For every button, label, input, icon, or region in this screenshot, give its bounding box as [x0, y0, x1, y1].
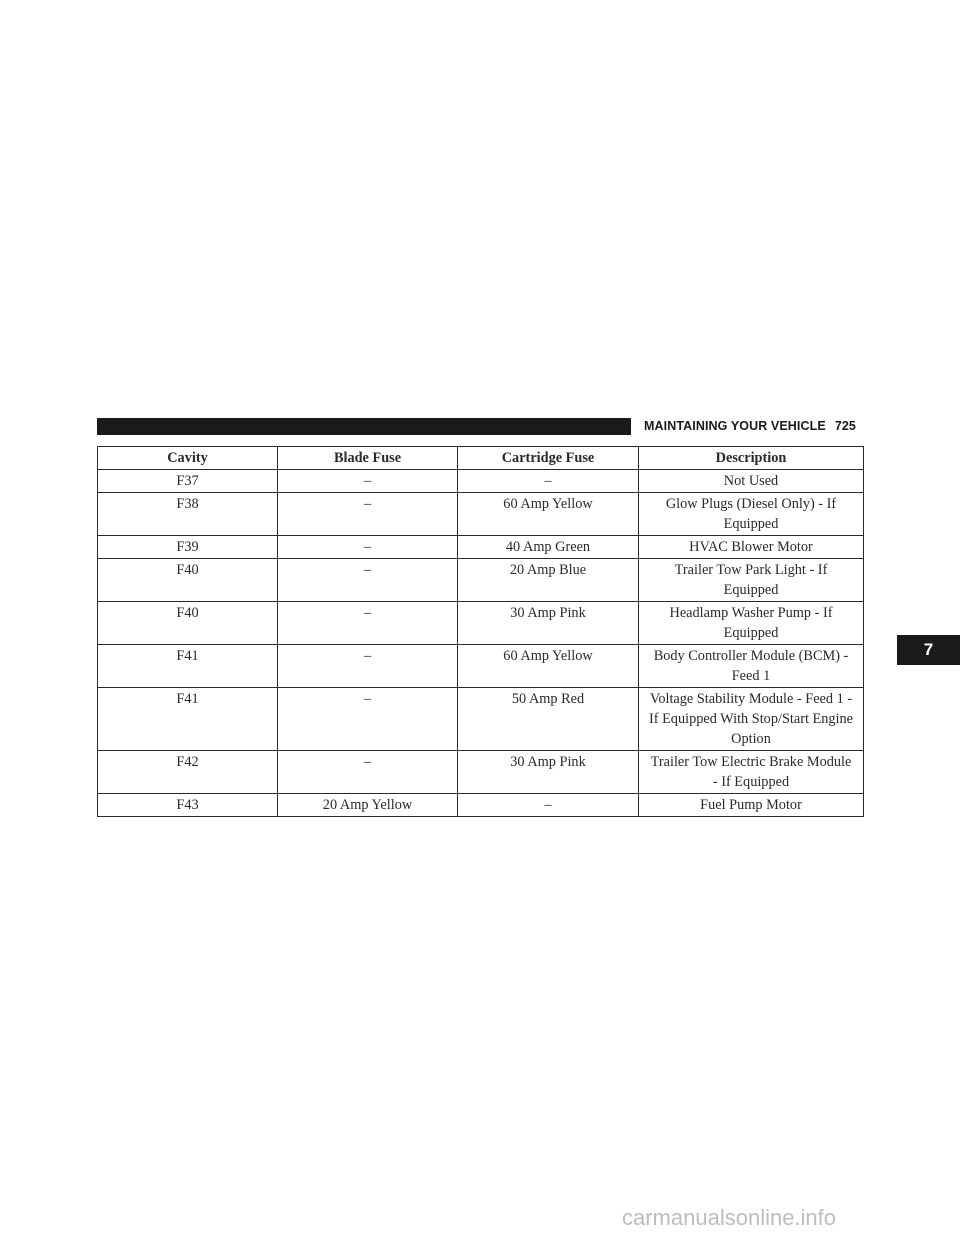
table-row — [98, 559, 864, 602]
cartridge-fuse-cell: – — [458, 794, 639, 817]
column-header-description: Description — [639, 447, 864, 470]
table-row — [98, 645, 864, 688]
description-cell: Body Controller Module (BCM) - Feed 1 — [639, 645, 864, 688]
description-cell: Fuel Pump Motor — [639, 794, 864, 817]
cartridge-fuse-cell: 60 Amp Yellow — [458, 645, 639, 688]
column-header-cavity: Cavity — [98, 447, 278, 470]
table-row — [98, 602, 864, 645]
cartridge-fuse-cell: 20 Amp Blue — [458, 559, 639, 602]
table-row — [98, 794, 864, 817]
blade-fuse-cell: – — [278, 470, 458, 493]
description-cell: HVAC Blower Motor — [639, 536, 864, 559]
table-header-row — [98, 447, 864, 470]
blade-fuse-cell: – — [278, 602, 458, 645]
cavity-cell: F40 — [98, 602, 278, 645]
blade-fuse-cell: – — [278, 688, 458, 751]
running-header — [644, 418, 856, 435]
table-row — [98, 751, 864, 794]
cavity-cell: F43 — [98, 794, 278, 817]
description-cell: Not Used — [639, 470, 864, 493]
blade-fuse-cell: – — [278, 536, 458, 559]
description-cell: Trailer Tow Park Light - If Equipped — [639, 559, 864, 602]
column-header-cartridge-fuse: Cartridge Fuse — [458, 447, 639, 470]
blade-fuse-cell: – — [278, 751, 458, 794]
cartridge-fuse-cell: 50 Amp Red — [458, 688, 639, 751]
blade-fuse-cell: – — [278, 645, 458, 688]
fuse-table — [97, 446, 864, 817]
cavity-cell: F39 — [98, 536, 278, 559]
cavity-cell: F41 — [98, 645, 278, 688]
cavity-cell: F42 — [98, 751, 278, 794]
description-cell: Headlamp Washer Pump - If Equipped — [639, 602, 864, 645]
blade-fuse-cell: – — [278, 493, 458, 536]
table-row — [98, 536, 864, 559]
watermark: carmanualsonline.info — [622, 1205, 837, 1230]
cavity-cell: F40 — [98, 559, 278, 602]
description-cell: Trailer Tow Electric Brake Module - If Equipped — [639, 751, 864, 794]
description-cell: Glow Plugs (Diesel Only) - If Equipped — [639, 493, 864, 536]
blade-fuse-cell: – — [278, 559, 458, 602]
table-row — [98, 470, 864, 493]
cavity-cell: F41 — [98, 688, 278, 751]
header-rule — [97, 418, 631, 435]
cartridge-fuse-cell: 30 Amp Pink — [458, 751, 639, 794]
column-header-blade-fuse: Blade Fuse — [278, 447, 458, 470]
description-cell: Voltage Stability Module - Feed 1 - If Equipped With Stop/Start Engine Option — [639, 688, 864, 751]
cavity-cell: F37 — [98, 470, 278, 493]
table-row — [98, 493, 864, 536]
chapter-tab: 7 — [897, 635, 960, 665]
cartridge-fuse-cell: 40 Amp Green — [458, 536, 639, 559]
cartridge-fuse-cell: – — [458, 470, 639, 493]
blade-fuse-cell: 20 Amp Yellow — [278, 794, 458, 817]
cartridge-fuse-cell: 30 Amp Pink — [458, 602, 639, 645]
page-number: 725 — [834, 419, 856, 433]
table-row — [98, 688, 864, 751]
cartridge-fuse-cell: 60 Amp Yellow — [458, 493, 639, 536]
section-title: MAINTAINING YOUR VEHICLE — [644, 419, 826, 433]
cavity-cell: F38 — [98, 493, 278, 536]
